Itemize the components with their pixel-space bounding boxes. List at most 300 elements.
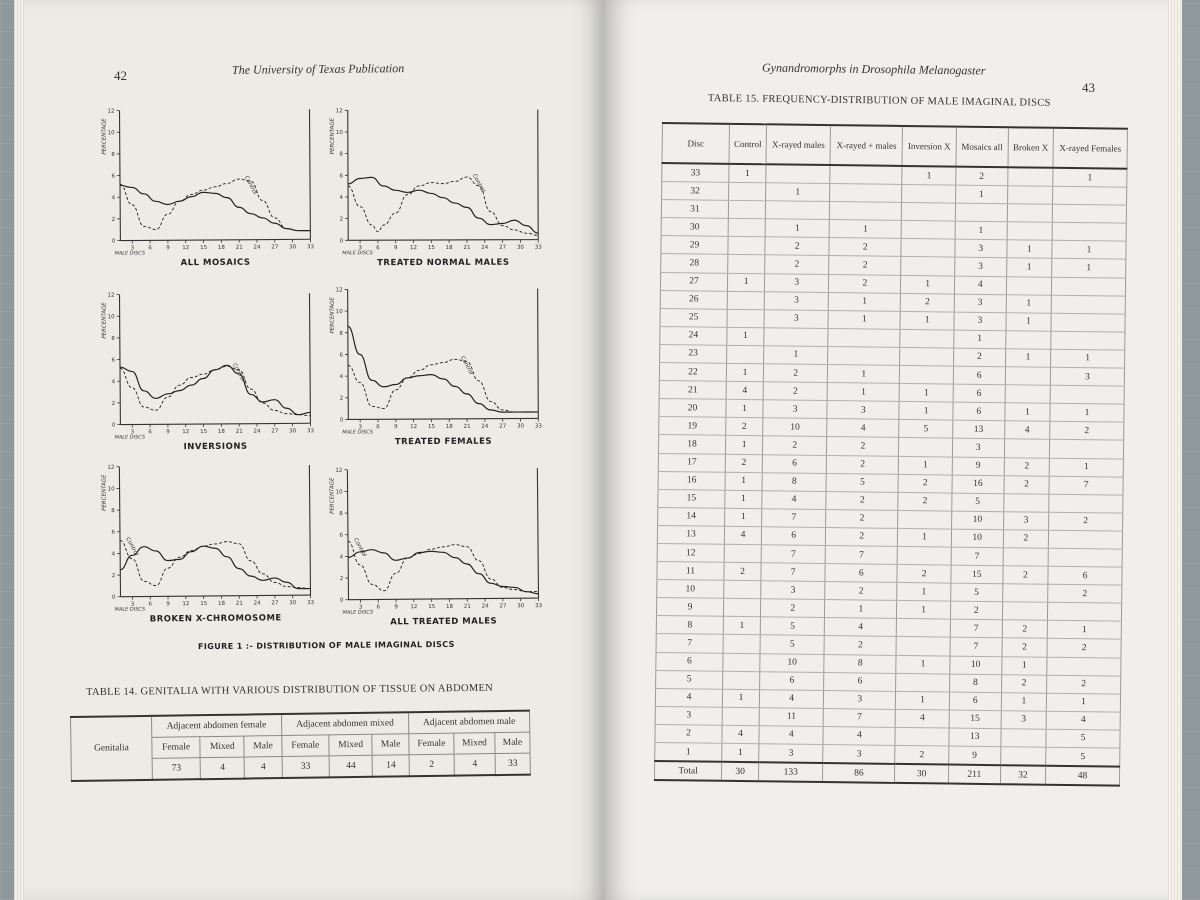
x-tick-label: 6 (148, 601, 153, 608)
table-15-cell: 6 (953, 384, 1005, 403)
table-15-cell (722, 707, 759, 726)
table-14-cell: 14 (372, 755, 409, 777)
x-tick-label: 9 (393, 245, 398, 252)
table-15-cell (901, 239, 955, 258)
table-14-cell: 4 (454, 754, 495, 776)
table-15-cell: 2 (1001, 674, 1047, 693)
table-15-cell (1002, 584, 1048, 603)
table-14-col-header: Female (282, 735, 330, 757)
table-15-col-header: X-rayed Females (1053, 128, 1127, 169)
table-15-cell: 9 (952, 457, 1004, 476)
figure-caption: FIGURE 1 :- DISTRIBUTION OF MALE IMAGINAL DISCS (197, 639, 455, 652)
table-15-cell (765, 201, 829, 220)
x-tick-label: 33 (535, 603, 543, 610)
table-15-cell: 1 (898, 528, 952, 547)
table-15-cell: 3 (764, 291, 828, 310)
x-tick-label: 15 (427, 244, 435, 252)
table-15-cell: 6 (949, 692, 1001, 711)
table-15-cell: 1 (902, 166, 956, 185)
series-line-dashed (120, 539, 310, 590)
table-15-cell (828, 328, 900, 347)
x-axis (349, 598, 539, 600)
table-15-cell: 1 (1006, 258, 1052, 277)
running-head-right: Gynandromorphs in Drosophila Melanogaster (761, 60, 986, 78)
y-tick-label: 4 (111, 195, 116, 202)
table-15-cell: 2 (726, 418, 763, 437)
x-tick-label: 18 (217, 600, 226, 607)
y-tick-label: 10 (335, 489, 343, 496)
table-15-cell: 1 (764, 346, 828, 365)
y-axis-label: PERCENTAGE (101, 474, 108, 511)
table-15-cell: 1 (727, 327, 764, 346)
table-15-cell: 7 (950, 637, 1002, 656)
table-15-disc-cell: 29 (661, 236, 728, 255)
x-tick-label: 9 (394, 424, 398, 431)
y-tick-label: 12 (335, 108, 343, 115)
table-15-cell: 2 (1004, 457, 1050, 476)
y-tick-label: 8 (111, 508, 115, 515)
chart-right-border (309, 465, 310, 595)
table-15-cell: 10 (951, 511, 1003, 530)
y-tick-label: 6 (339, 173, 343, 180)
x-tick-label: 24 (253, 244, 261, 251)
table-15-cell (830, 184, 902, 203)
x-tick-label: 15 (200, 600, 208, 608)
table-15-cell: 2 (1047, 639, 1121, 658)
table-14-cell: 4 (245, 757, 283, 779)
y-tick-label: 12 (107, 108, 115, 115)
table-15-cell: 1 (897, 583, 951, 602)
table-15-disc-cell: 10 (657, 580, 724, 599)
y-tick-label: 8 (111, 151, 115, 158)
table-15-cell: 2 (1002, 638, 1048, 657)
table-15-cell: 3 (823, 745, 895, 764)
table-15-cell (1007, 222, 1053, 241)
table-15-cell: 13 (949, 728, 1001, 747)
y-tick-label: 10 (335, 129, 343, 137)
x-axis-label: MALE DISCS (342, 250, 373, 257)
x-tick-label: 21 (463, 244, 471, 251)
x-axis (120, 239, 310, 240)
x-tick-label: 9 (166, 245, 170, 252)
x-tick-label: 12 (182, 601, 190, 608)
table-15-cell: 2 (724, 562, 761, 581)
x-axis-label: MALE DISCS (342, 609, 374, 616)
x-tick-label: 27 (499, 423, 507, 430)
table-15-cell: 10 (951, 529, 1003, 548)
table-15-cell: 1 (829, 220, 901, 239)
chart-panel (322, 104, 543, 269)
table-15-cell: 3 (1050, 367, 1124, 386)
x-tick-label: 18 (445, 603, 454, 610)
table-15-cell (1000, 747, 1046, 766)
table-15-cell (896, 673, 950, 692)
table-15-cell: 2 (826, 509, 898, 528)
y-tick-label: 10 (335, 309, 343, 316)
table-15-cell (728, 219, 765, 238)
table-15-cell (728, 255, 765, 274)
table-15-cell: 3 (765, 273, 829, 292)
table-15-cell: 2 (898, 474, 952, 493)
chart-panel (93, 459, 315, 625)
table-15-cell (724, 544, 761, 563)
line-chart (93, 459, 314, 611)
table-15-cell: 3 (1003, 511, 1049, 530)
table-14-cell: 73 (152, 758, 201, 780)
table-15-cell: 1 (725, 472, 762, 491)
table-15-col-header: X-rayed males (766, 124, 831, 165)
table-15-total-cell: 86 (823, 763, 895, 783)
table-14-row-label: Genitalia (71, 716, 153, 781)
table-15-cell: 15 (951, 565, 1003, 584)
table-15-cell: 1 (825, 600, 897, 619)
y-tick-label: 0 (111, 238, 116, 245)
table-15-cell (1003, 493, 1049, 512)
table-15-cell: 1 (766, 183, 830, 202)
table-15-cell: 1 (1005, 403, 1051, 422)
y-tick-label: 10 (107, 130, 115, 137)
table-15-cell: 1 (726, 400, 763, 419)
x-axis-label: MALE DISCS (114, 606, 146, 613)
left-page (22, 0, 604, 900)
table-15-cell: 1 (829, 292, 901, 311)
table-15-cell: 2 (826, 491, 898, 510)
x-tick-label: 18 (445, 423, 453, 430)
table-15-cell: 1 (1006, 294, 1052, 313)
table-15-cell: 1 (1053, 168, 1127, 187)
series-line-dashed (348, 359, 538, 413)
table-15-cell: 2 (827, 455, 899, 474)
table-15-col-header: Broken X (1008, 127, 1054, 168)
x-tick-label: 24 (253, 600, 261, 607)
x-tick-label: 3 (130, 245, 135, 252)
table-14 (70, 710, 531, 782)
x-tick-label: 27 (499, 603, 507, 610)
table-15-cell (727, 345, 764, 364)
table-15-disc-cell: 28 (661, 254, 728, 273)
y-tick-label: 8 (339, 151, 343, 158)
table-15-cell: 4 (726, 381, 763, 400)
table-15-cell (724, 580, 761, 599)
table-15-cell: 4 (954, 276, 1006, 295)
table-15-disc-cell: 24 (660, 326, 727, 345)
table-15-disc-cell: 4 (655, 688, 722, 707)
table-15-cell (723, 653, 760, 672)
table-15-cell: 2 (956, 167, 1008, 186)
x-tick-label: 3 (130, 601, 135, 608)
chart-panel (93, 103, 314, 269)
table-15-cell: 1 (899, 456, 953, 475)
table-15-cell (1005, 331, 1051, 350)
table-14-col-header: Mixed (454, 733, 495, 755)
chart-title: TREATED NORMAL MALES (377, 257, 510, 269)
x-tick-label: 30 (517, 423, 525, 430)
page-number-left: 42 (114, 68, 127, 83)
y-tick-label: 6 (339, 352, 343, 359)
x-tick-label: 33 (534, 244, 542, 251)
x-tick-label: 33 (306, 428, 314, 435)
table-15-cell: 7 (951, 547, 1003, 566)
table-15-cell (1002, 602, 1048, 621)
table-15-cell (1051, 295, 1125, 314)
table-15-cell (766, 164, 830, 183)
y-tick-label: 4 (339, 194, 344, 201)
series-line-dashed (348, 177, 538, 236)
table-15-cell: 2 (763, 364, 827, 383)
table-15-cell (728, 237, 765, 256)
table-15-disc-cell: 25 (660, 308, 727, 327)
table-15-cell (896, 637, 950, 656)
table-15-cell: 1 (899, 402, 953, 421)
x-tick-label: 18 (217, 244, 225, 251)
table-15-disc-cell: 16 (658, 471, 725, 490)
table-15-cell (830, 202, 902, 221)
table-15-cell (1007, 186, 1053, 205)
y-tick-label: 4 (111, 551, 116, 558)
table-15-cell: 16 (952, 475, 1004, 494)
table-15-cell: 4 (827, 419, 899, 438)
curve-label: Control (242, 175, 258, 196)
table-15-cell: 1 (726, 363, 763, 382)
x-tick-label: 15 (428, 603, 436, 611)
series-line-solid (348, 177, 538, 234)
table-15-disc-cell: 12 (657, 543, 724, 562)
y-tick-label: 12 (107, 464, 115, 471)
curve-label: Control (352, 537, 368, 558)
table-15-cell (828, 346, 900, 365)
x-axis (348, 240, 538, 241)
table-15-cell (901, 257, 955, 276)
table-14-col-header: Female (152, 737, 201, 759)
x-tick-label: 33 (307, 600, 315, 607)
table-15-disc-cell: 6 (656, 652, 723, 671)
table-15-cell: 1 (828, 365, 900, 384)
x-axis (121, 595, 311, 597)
x-tick-label: 33 (306, 244, 314, 251)
table-15-disc-cell: 5 (656, 670, 723, 689)
table-15-cell: 1 (725, 436, 762, 455)
table-15-cell: 1 (722, 743, 759, 762)
table-15-cell (895, 727, 949, 746)
x-tick-label: 3 (130, 429, 135, 436)
table-15-cell: 4 (722, 725, 759, 744)
table-15-cell (1005, 385, 1051, 404)
curve-label: Control (231, 362, 246, 383)
table-15-cell (898, 510, 952, 529)
table-15-disc-cell: 26 (660, 290, 727, 309)
table-15-cell (900, 347, 954, 366)
table-15-disc-cell: 23 (660, 344, 727, 363)
table-15-disc-cell: 8 (656, 616, 723, 635)
table-15-disc-cell: 14 (658, 507, 725, 526)
x-tick-label: 9 (394, 604, 398, 611)
table-15-cell: 1 (727, 273, 764, 292)
table-15-cell: 3 (955, 239, 1007, 258)
table-15-cell: 1 (1001, 656, 1047, 675)
x-tick-label: 6 (148, 245, 152, 252)
table-15-total-cell: 30 (721, 762, 758, 782)
table-15-cell: 6 (825, 564, 897, 583)
table-14-col-header: Mixed (200, 736, 244, 758)
table-15-cell (1048, 530, 1122, 549)
table-15-disc-cell: 7 (656, 634, 723, 653)
table-15-cell: 1 (1050, 403, 1124, 422)
table-15-cell: 2 (1048, 584, 1122, 603)
y-tick-label: 0 (339, 597, 344, 604)
chart-panel (93, 287, 314, 453)
table-15-cell: 6 (953, 366, 1005, 385)
table-15-disc-cell: 17 (658, 453, 725, 472)
x-tick-label: 27 (271, 600, 279, 607)
table-15-cell (723, 671, 760, 690)
table-15-cell: 1 (1046, 693, 1120, 712)
table-15-cell: 1 (1001, 692, 1047, 711)
table-15-cell: 6 (760, 671, 824, 690)
table-15-col-header: Disc (662, 123, 729, 164)
table-15-cell: 1 (1007, 240, 1053, 259)
table-15-cell (1047, 657, 1121, 676)
y-tick-label: 0 (339, 417, 344, 424)
table-15-cell: 4 (759, 689, 823, 708)
x-axis (348, 418, 538, 419)
table-15-total-cell: 133 (759, 762, 823, 782)
x-tick-label: 21 (235, 428, 243, 435)
table-15-cell: 3 (1001, 710, 1047, 729)
x-axis (120, 423, 310, 424)
table-15-cell: 1 (955, 221, 1007, 240)
series-line-solid (120, 184, 310, 232)
table-15-cell (901, 221, 955, 240)
table-15-cell: 1 (1047, 621, 1121, 640)
table-15-disc-cell: 20 (659, 399, 726, 418)
x-tick-label: 21 (463, 603, 471, 610)
table-14-col-header: Male (372, 734, 409, 756)
table-15-cell: 4 (895, 709, 949, 728)
table-15-cell: 1 (896, 691, 950, 710)
x-tick-label: 15 (200, 244, 208, 252)
table-15-cell: 1 (896, 655, 950, 674)
table-15-cell: 2 (765, 255, 829, 274)
table-15-col-header: Inversion X (902, 126, 956, 167)
table-15-cell (900, 365, 954, 384)
table-15-col-header: Control (729, 124, 767, 164)
x-tick-label: 3 (358, 424, 362, 431)
table-15-cell: 2 (1003, 566, 1049, 585)
table-15-title: TABLE 15. FREQUENCY-DISTRIBUTION OF MALE IMAGINAL DISCS (707, 93, 1051, 109)
line-chart (322, 104, 543, 255)
table-14-group-header: Adjacent abdomen male (408, 711, 529, 734)
table-15-cell: 7 (761, 545, 825, 564)
y-tick-label: 2 (111, 400, 116, 407)
table-15-cell: 15 (949, 710, 1001, 729)
y-tick-label: 0 (339, 238, 344, 245)
table-15-cell (1049, 494, 1123, 513)
x-tick-label: 24 (253, 428, 261, 435)
table-15-cell (723, 599, 760, 618)
x-axis-label: MALE DISCS (114, 250, 146, 257)
series-line-solid (120, 545, 310, 590)
table-15-cell: 1 (828, 310, 900, 329)
y-tick-label: 0 (111, 422, 116, 429)
table-15-cell: 3 (761, 581, 825, 600)
y-tick-label: 2 (339, 216, 344, 223)
curve-label: Control (124, 536, 140, 557)
table-15-cell: 2 (1004, 475, 1050, 494)
table-15-cell: 1 (901, 275, 955, 294)
table-15-cell (1007, 204, 1053, 223)
table-15-cell: 2 (1050, 422, 1124, 441)
table-15-cell: 3 (954, 312, 1006, 331)
chart-panel (321, 462, 543, 628)
y-tick-label: 2 (339, 576, 344, 583)
table-14-cell: 33 (282, 756, 330, 778)
table-14-col-header: Female (409, 733, 454, 755)
table-15-disc-cell: 33 (662, 163, 729, 182)
x-tick-label: 6 (376, 424, 380, 431)
table-15-cell: 5 (760, 635, 824, 654)
series-line-solid (348, 325, 538, 413)
table-15-cell: 2 (827, 437, 899, 456)
x-tick-label: 12 (410, 604, 418, 611)
table-15-cell: 4 (762, 490, 826, 509)
table-15-cell: 7 (1049, 476, 1123, 495)
y-tick-label: 6 (111, 357, 115, 364)
table-15-disc-cell: 11 (657, 562, 724, 581)
line-chart (93, 103, 314, 255)
table-15-cell: 1 (765, 219, 829, 238)
table-15-cell: 7 (762, 509, 826, 528)
table-15-cell: 1 (1052, 259, 1126, 278)
table-15-disc-cell: 21 (659, 381, 726, 400)
table-15-cell (1004, 439, 1050, 458)
x-tick-label: 12 (182, 245, 190, 252)
table-15-cell (1001, 729, 1047, 748)
table-15-cell: 1 (897, 601, 951, 620)
table-15-cell: 9 (949, 746, 1001, 765)
curve-label: Control (470, 173, 486, 194)
table-15-cell: 8 (824, 654, 896, 673)
x-tick-label: 24 (481, 423, 489, 430)
table-15-cell: 2 (895, 745, 949, 764)
table-15-cell (897, 619, 951, 638)
y-tick-label: 4 (111, 379, 116, 386)
table-15-total-cell: 32 (1000, 765, 1046, 785)
table-15-cell: 1 (1051, 349, 1125, 368)
y-tick-label: 10 (107, 486, 115, 493)
table-14-cell: 4 (200, 757, 244, 779)
table-15-cell: 8 (949, 674, 1001, 693)
x-tick-label: 9 (166, 429, 170, 436)
table-15-cell: 3 (764, 310, 828, 329)
x-tick-label: 27 (271, 244, 279, 251)
x-tick-label: 30 (289, 428, 297, 435)
y-tick-label: 8 (111, 335, 115, 342)
table-15-cell: 1 (1049, 458, 1123, 477)
table-15-cell: 1 (1052, 241, 1126, 260)
chart-right-border (537, 468, 538, 598)
x-tick-label: 12 (182, 429, 190, 436)
table-15-cell: 5 (1046, 747, 1120, 766)
table-14-group-header: Adjacent abdomen mixed (281, 712, 409, 735)
table-15-cell: 6 (762, 454, 826, 473)
table-15-cell: 5 (952, 493, 1004, 512)
line-chart (321, 462, 542, 614)
table-15-disc-cell: 30 (661, 218, 728, 237)
x-tick-label: 21 (235, 600, 243, 607)
table-15-cell: 1 (725, 508, 762, 527)
page-number-right: 43 (1082, 80, 1095, 95)
table-15-cell: 5 (760, 617, 824, 636)
